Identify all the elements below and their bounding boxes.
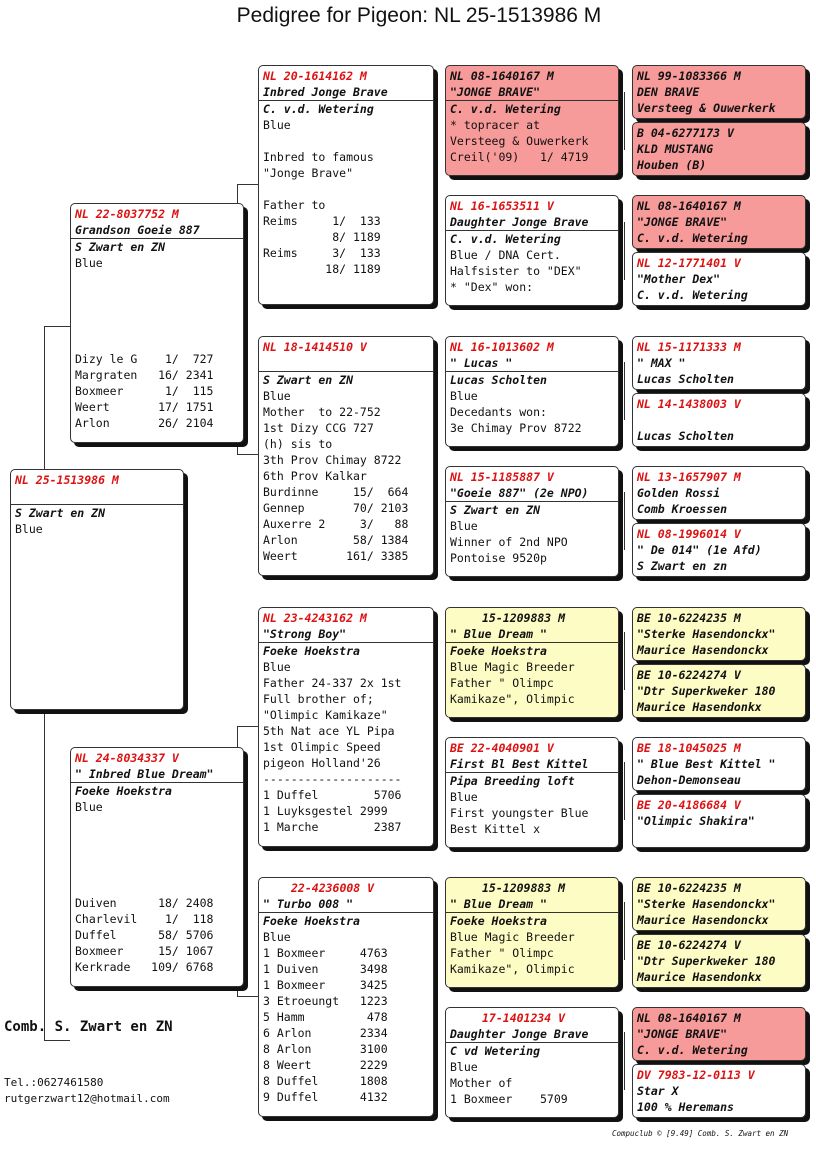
breeder: 100 % Heremans	[637, 1100, 734, 1114]
breeder: Maurice Hasendonckx	[637, 643, 769, 657]
breeder: C. v.d. Wetering	[450, 232, 561, 246]
ancestor-card-3[interactable]	[632, 195, 806, 249]
pigeon-name: Daughter Jonge Brave	[450, 215, 589, 229]
pigeon-card-ssd[interactable]	[445, 195, 619, 306]
breeder: C. v.d. Wetering	[637, 288, 748, 302]
pigeon-name: " Blue Dream "	[450, 897, 547, 911]
ancestor-card-2[interactable]	[632, 122, 806, 176]
pigeon-name: "Olimpic Shakira"	[637, 814, 755, 828]
ring-number: BE 10-6224235 M	[637, 611, 741, 625]
pigeon-card-sdd[interactable]	[445, 466, 619, 577]
ancestor-card-16[interactable]	[632, 1064, 806, 1118]
ancestor-card-8[interactable]	[632, 523, 806, 577]
breeder: Maurice Hasendonkx	[637, 970, 762, 984]
ring-number: NL 22-8037752 M	[75, 207, 179, 221]
breeder: S Zwart en ZN	[15, 506, 106, 520]
breeder: Versteeg & Ouwerkerk	[637, 101, 776, 115]
connector-line	[624, 492, 625, 550]
pigeon-info: Blue Magic Breeder Father " Olimpc Kamikaze", Olimpic	[450, 930, 575, 976]
pigeon-info: Blue 1 Boxmeer 4763 1 Duiven 3498 1 Boxmeer 3425 3 Etroeungt 1223 5 Hamm 478 6 Arlon 2334 8 Arlon 3100 8 Weert 2229 8 Duffel 1808 9 Duffel 4132	[263, 930, 388, 1104]
pigeon-name: " MAX "	[637, 356, 686, 370]
pigeon-name: "Sterke Hasendonckx"	[637, 897, 776, 911]
pigeon-name: " Inbred Blue Dream"	[75, 767, 214, 781]
connector-line	[624, 762, 625, 820]
connector-line	[437, 662, 438, 792]
page-title: Pedigree for Pigeon: NL 25-1513986 M	[236, 4, 602, 27]
ancestor-card-1[interactable]	[632, 65, 806, 119]
breeder: Lucas Scholten	[637, 429, 734, 443]
connector-line	[437, 932, 438, 1062]
connector-line	[624, 362, 625, 420]
pigeon-info: * topracer at Versteeg & Ouwerkerk Creil('09) 1/ 4719	[450, 118, 589, 164]
pigeon-card-sss[interactable]	[445, 65, 619, 176]
pigeon-card-sire[interactable]	[70, 203, 244, 443]
ring-number: NL 24-8034337 V	[75, 751, 179, 765]
connector-line	[44, 326, 70, 327]
pigeon-info: Blue Inbred to famous "Jonge Brave" Father to Reims 1/ 133 8/ 1189 Reims 3/ 133 18/ 1189	[263, 118, 381, 276]
ancestor-card-15[interactable]	[632, 1007, 806, 1061]
pigeon-name: "JONGE BRAVE"	[637, 1027, 728, 1041]
pigeon-name: Daughter Jonge Brave	[450, 1027, 589, 1041]
pigeon-info: Blue Winner of 2nd NPO Pontoise 9520p	[450, 519, 568, 565]
ring-number: 15-1209883 M	[482, 611, 566, 625]
pigeon-name	[263, 355, 429, 371]
pigeon-name: " Lucas "	[450, 356, 513, 370]
breeder: S Zwart en ZN	[75, 240, 166, 254]
ancestor-card-12[interactable]	[632, 794, 806, 848]
connector-line	[44, 711, 45, 1041]
ring-number: BE 10-6224235 M	[637, 881, 741, 895]
pigeon-name: "Dtr Superkweker 180	[637, 954, 776, 968]
ring-number: NL 08-1996014 V	[637, 527, 741, 541]
pigeon-info: Blue Mother of 1 Boxmeer 5709	[450, 1060, 568, 1106]
owner-phone: Tel.:0627461580	[4, 1076, 104, 1089]
connector-line	[624, 1032, 625, 1090]
pigeon-card-dds[interactable]	[445, 877, 619, 988]
ancestor-card-14[interactable]	[632, 934, 806, 988]
pigeon-info: Blue Decedants won: 3e Chimay Prov 8722	[450, 389, 582, 435]
ancestor-card-13[interactable]	[632, 877, 806, 931]
breeder: Foeke Hoekstra	[75, 784, 172, 798]
pigeon-name: " Turbo 008 "	[263, 897, 354, 911]
pigeon-card-dam-sire[interactable]	[258, 607, 434, 847]
pigeon-card-subject[interactable]	[10, 469, 184, 710]
pigeon-card-dam[interactable]	[70, 747, 244, 987]
ring-number: NL 16-1013602 M	[450, 340, 554, 354]
breeder: Maurice Hasendonckx	[637, 913, 769, 927]
ancestor-card-6[interactable]	[632, 393, 806, 447]
pigeon-name: Inbred Jonge Brave	[263, 85, 388, 99]
pigeon-name: "JONGE BRAVE"	[637, 215, 728, 229]
pigeon-name: "Strong Boy"	[263, 627, 347, 641]
pigeon-name: "Goeie 887" (2e NPO)	[450, 486, 589, 500]
pigeon-name: " Blue Dream "	[450, 627, 547, 641]
ring-number: NL 16-1653511 V	[450, 199, 554, 213]
pigeon-card-dam-dam[interactable]	[258, 877, 434, 1117]
breeder: Foeke Hoekstra	[263, 644, 360, 658]
ring-number: NL 15-1185887 V	[450, 470, 554, 484]
breeder: C. v.d. Wetering	[637, 1043, 748, 1057]
pigeon-name: "Sterke Hasendonckx"	[637, 627, 776, 641]
ring-number: NL 18-1414510 V	[263, 340, 367, 354]
pigeon-card-ddd[interactable]	[445, 1007, 619, 1118]
ancestor-card-7[interactable]	[632, 466, 806, 520]
ring-number: 17-1401234 V	[482, 1011, 566, 1025]
breeder: Houben (B)	[637, 158, 707, 172]
connector-line	[624, 92, 625, 150]
pigeon-info: Blue	[15, 522, 43, 536]
ancestor-card-11[interactable]	[632, 737, 806, 791]
breeder: C. v.d. Wetering	[450, 102, 561, 116]
breeder: Lucas Scholten	[450, 373, 547, 387]
ring-number: NL 08-1640167 M	[637, 1011, 741, 1025]
connector-line	[624, 632, 625, 690]
pigeon-name: First Bl Best Kittel	[450, 757, 589, 771]
breeder: C. v.d. Wetering	[637, 231, 748, 245]
ring-number: BE 10-6224274 V	[637, 938, 741, 952]
breeder: Foeke Hoekstra	[263, 914, 360, 928]
pigeon-info: Blue	[75, 256, 103, 270]
pigeon-name	[637, 412, 801, 428]
connector-line	[624, 222, 625, 280]
pigeon-name: "JONGE BRAVE"	[450, 85, 541, 99]
footer-credit: Compuclub © [9.49] Comb. S. Zwart en ZN	[612, 1129, 789, 1138]
ring-number: NL 23-4243162 M	[263, 611, 367, 625]
breeder: C vd Wetering	[450, 1044, 541, 1058]
connector-line	[437, 390, 438, 520]
pigeon-info: Blue First youngster Blue Best Kittel x	[450, 790, 589, 836]
connector-line	[237, 996, 258, 997]
breeder: Comb Kroessen	[637, 502, 728, 516]
connector-line	[44, 1040, 70, 1041]
pigeon-name: Grandson Goeie 887	[75, 223, 200, 237]
connector-line	[237, 726, 258, 727]
breeder: S Zwart en zn	[637, 559, 728, 573]
breeder: Foeke Hoekstra	[450, 644, 547, 658]
ring-number: NL 08-1640167 M	[450, 69, 554, 83]
connector-line	[237, 184, 258, 185]
owner-name: Comb. S. Zwart en ZN	[4, 1019, 173, 1035]
ring-number: NL 15-1171333 M	[637, 340, 741, 354]
race-results: Dizy le G 1/ 727 Margraten 16/ 2341 Boxmeer 1/ 115 Weert 17/ 1751 Arlon 26/ 2104	[75, 352, 214, 430]
pigeon-name: "Mother Dex"	[637, 272, 721, 286]
pigeon-name: KLD MUSTANG	[637, 142, 714, 156]
breeder	[637, 829, 801, 845]
connector-line	[437, 121, 438, 251]
ring-number: DV 7983-12-0113 V	[637, 1068, 755, 1082]
pigeon-name: Star X	[637, 1084, 679, 1098]
ring-number: 15-1209883 M	[482, 881, 566, 895]
ancestor-card-10[interactable]	[632, 664, 806, 718]
pigeon-card-sds[interactable]	[445, 336, 619, 447]
ring-number: NL 99-1083366 M	[637, 69, 741, 83]
breeder: C. v.d. Wetering	[263, 102, 374, 116]
owner-email: rutgerzwart12@hotmail.com	[4, 1092, 170, 1105]
pigeon-info: Blue / DNA Cert. Halfsister to "DEX" * "Dex" won:	[450, 248, 582, 294]
ring-number: BE 10-6224274 V	[637, 668, 741, 682]
pigeon-info: Blue Magic Breeder Father " Olimpc Kamikaze", Olimpic	[450, 660, 575, 706]
ring-number: NL 25-1513986 M	[15, 473, 119, 487]
ring-number: NL 13-1657907 M	[637, 470, 741, 484]
pigeon-name: DEN BRAVE	[637, 85, 700, 99]
breeder: Foeke Hoekstra	[450, 914, 547, 928]
pigeon-info: Blue Father 24-337 2x 1st Full brother of; "Olimpic Kamikaze" 5th Nat ace YL Pipa 1st Olimpic Speed pigeon Holland'26 -------------------- 1 Duffel 5706 1 Luyksgestel 2999 1 Marche 2387	[263, 660, 402, 834]
ring-number: BE 22-4040901 V	[450, 741, 554, 755]
ring-number: BE 20-4186684 V	[637, 798, 741, 812]
breeder: Dehon-Demonseau	[637, 773, 741, 787]
ring-number: 22-4236008 V	[291, 881, 375, 895]
ring-number: NL 20-1614162 M	[263, 69, 367, 83]
pigeon-card-dsd[interactable]	[445, 737, 619, 848]
breeder: S Zwart en ZN	[263, 373, 354, 387]
breeder: Lucas Scholten	[637, 372, 734, 386]
breeder: Maurice Hasendonkx	[637, 700, 762, 714]
pigeon-card-dss[interactable]	[445, 607, 619, 718]
ancestor-card-5[interactable]	[632, 336, 806, 390]
pigeon-name	[15, 488, 179, 504]
connector-line	[624, 902, 625, 960]
ring-number: NL 12-1771401 V	[637, 256, 741, 270]
pigeon-info: Blue Mother to 22-752 1st Dizy CCG 727 (h) sis to 3th Prov Chimay 8722 6th Prov Kalkar Burdinne 15/ 664 Gennep 70/ 2103 Auxerre 2 3/ 88 Arlon 58/ 1384 Weert 161/ 3385	[263, 389, 409, 563]
breeder: Pipa Breeding loft	[450, 774, 575, 788]
connector-line	[237, 454, 258, 455]
ancestor-card-9[interactable]	[632, 607, 806, 661]
ring-number: BE 18-1045025 M	[637, 741, 741, 755]
ring-number: NL 14-1438003 V	[637, 397, 741, 411]
ring-number: NL 08-1640167 M	[637, 199, 741, 213]
ancestor-card-4[interactable]	[632, 252, 806, 306]
pigeon-name: " De 014" (1e Afd)	[637, 543, 762, 557]
race-results: Duiven 18/ 2408 Charlevil 1/ 118 Duffel 58/ 5706 Boxmeer 15/ 1067 Kerkrade 109/ 6768	[75, 896, 214, 974]
ring-number: B 04-6277173 V	[637, 126, 734, 140]
pigeon-name: Golden Rossi	[637, 486, 721, 500]
pigeon-card-sire-sire[interactable]	[258, 65, 434, 305]
pigeon-name: "Dtr Superkweker 180	[637, 684, 776, 698]
pigeon-name: " Blue Best Kittel "	[637, 757, 776, 771]
pigeon-card-sire-dam[interactable]	[258, 336, 434, 576]
breeder: S Zwart en ZN	[450, 503, 541, 517]
pigeon-info: Blue	[75, 800, 103, 814]
